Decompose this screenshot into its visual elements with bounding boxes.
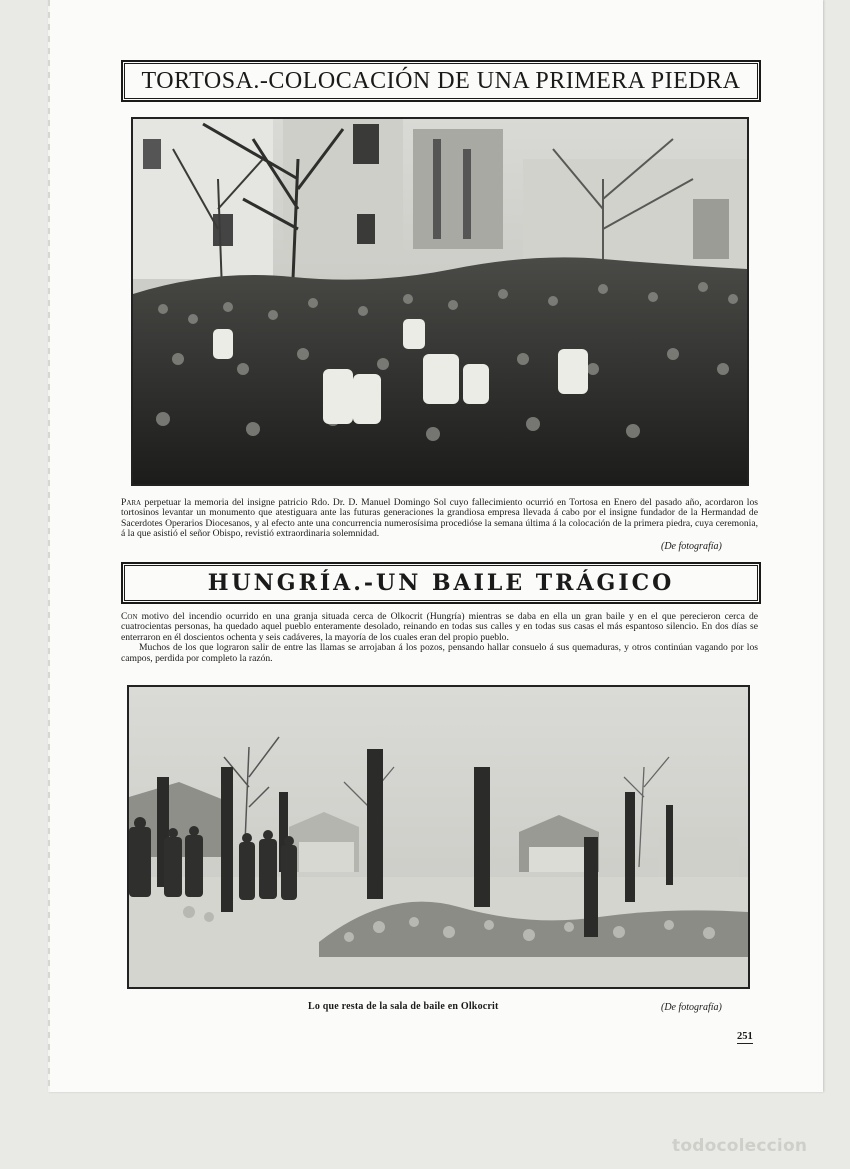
article-title-hungria-text: HUNGRÍA.-UN BAILE TRÁGICO xyxy=(207,570,675,596)
dropcap-hungria: Con xyxy=(121,611,138,622)
photo-olkocrit-ruins xyxy=(127,685,750,989)
article-title-tortosa xyxy=(121,60,761,102)
watermark: todocoleccion xyxy=(672,1136,808,1156)
photo-tortosa-crowd xyxy=(131,117,749,486)
photo-caption-olkocrit: Lo que resta de la sala de baile en Olkocrit xyxy=(308,1001,499,1012)
photo-credit-tortosa: (De fotografía) xyxy=(661,541,722,552)
paragraph-1-text: motivo del incendio ocurrido en una granja situada cerca de Olkocrit (Hungría) mientras se daba en ella un gran baile y en el que perecieron cerca de cuatrocientas personas, ha quedado aquel pueblo enteramente desolado, reinando en todas sus calles y en todas sus casas el más espantoso silencio. En dos días se enterraron en él doscientos ochenta y seis cadáveres, la mayoría de los cuales eran del propio pueblo. xyxy=(121,611,758,643)
paragraph xyxy=(121,612,758,643)
article-body-tortosa-text: perpetuar la memoria del insigne patricio Rdo. Dr. D. Manuel Domingo Sol cuyo fallecimiento ocurrió en Tortosa en Enero del pasado año, acordaron los tortosinos levantar un monumento que atestiguara ante las futuras generaciones la grandiosa empresa llevada á cabo por el insigne fundador de la Hermandad de Sacerdotes Operarios Diocesanos, y al efecto ante una concurrencia numerosísima procedióse la semana última á la colocación de la primera piedra, cuya ceremonia, á la que asistió el señor Obispo, revistió extraordinaria solemnidad. xyxy=(121,497,758,540)
page-number: 251 xyxy=(737,1031,753,1042)
article-body-tortosa xyxy=(121,498,758,540)
article-title-tortosa-text: TORTOSA.-COLOCACIÓN DE UNA PRIMERA PIEDRA xyxy=(141,67,741,94)
dropcap-tortosa: Para xyxy=(121,497,142,508)
page-binding-edge xyxy=(48,0,50,1092)
article-title-hungria xyxy=(121,562,761,604)
photo-credit-hungria: (De fotografía) xyxy=(661,1002,722,1013)
article-body-hungria xyxy=(121,612,758,664)
paragraph-2-text: Muchos de los que lograron salir de entre las llamas se arrojaban á los pozos, pensando hallar consuelo á sus quemaduras, y otros continúan vagando por los campos, perdida por completo la razón. xyxy=(121,642,758,664)
